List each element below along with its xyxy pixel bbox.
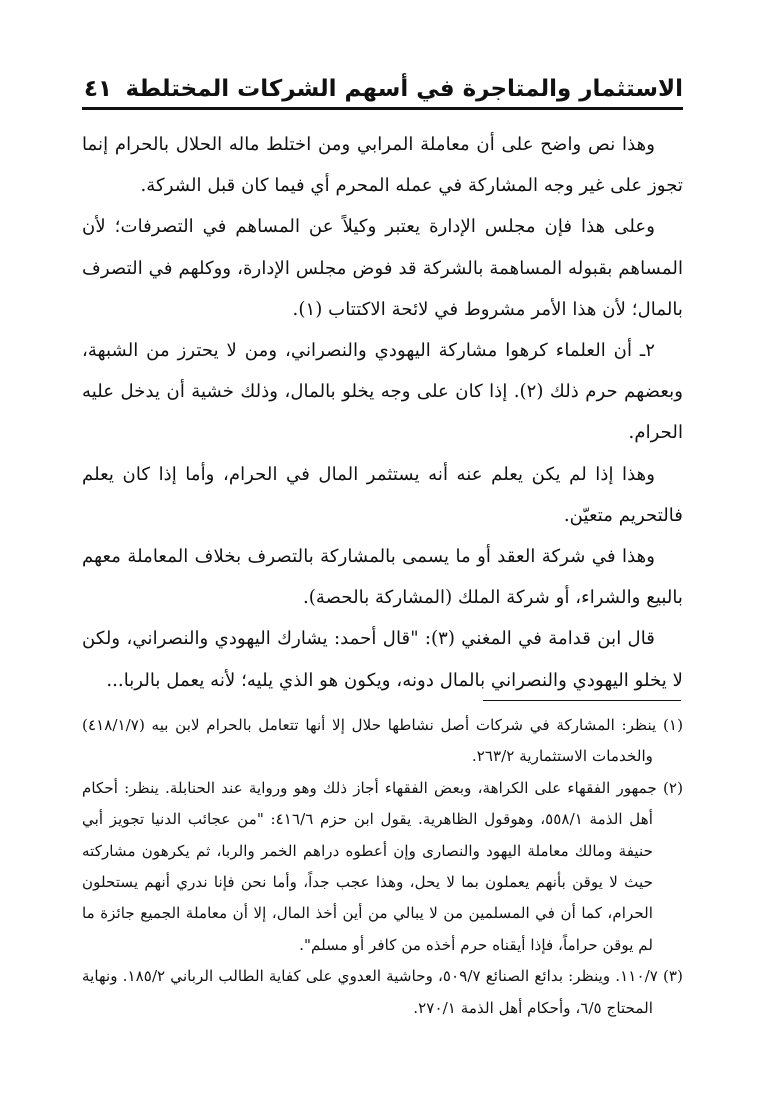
header-rule	[82, 107, 683, 110]
main-text	[82, 124, 683, 701]
paragraph: قال ابن قدامة في المغني (٣): "قال أحمد: يشارك اليهودي والنصراني، ولكن لا يخلو اليهودي والنصراني بالمال دونه، ويكون هو الذي يليه؛ لأنه يعمل بالربا...	[82, 628, 683, 691]
footnote: (١) ينظر: المشاركة في شركات أصل نشاطها حلال إلا أنها تتعامل بالحرام لابن بيه (٤١٨/١/٧) والخدمات الاستثمارية ٢٦٣/٢.	[82, 716, 683, 766]
page-number: ٤١	[84, 76, 113, 102]
paragraph: وهذا نص واضح على أن معاملة المرابي ومن اختلط ماله الحلال بالحرام إنما تجوز على غير وجه المشاركة في عمله المحرم أي فيما كان قبل الشركة.	[82, 134, 683, 197]
paragraph: وهذا إذا لم يكن يعلم عنه أنه يستثمر المال في الحرام، وأما إذا كان يعلم فالتحريم متعيّن.	[82, 463, 683, 526]
footnote-separator	[483, 700, 681, 701]
running-title: الاستثمار والمتاجرة في أسهم الشركات المختلطة	[125, 76, 683, 102]
paragraph: وهذا في شركة العقد أو ما يسمى بالمشاركة بالتصرف بخلاف المعاملة معهم بالبيع والشراء، أو شركة الملك (المشاركة بالحصة).	[82, 546, 683, 609]
footnote: (٢) جمهور الفقهاء على الكراهة، وبعض الفقهاء أجاز ذلك وهو ورواية عند الحنابلة. ينظر: أحكام أهل الذمة ٥٥٨/١، وهوقول الظاهرية. يقول ابن حزم ٤١٦/٦: "من عجائب الدنيا تجويز أبي حنيفة ومالك معاملة اليهود والنصارى وإن أعطوه دراهم الخمر والربا، ثم يكرهون مشاركته حيث لا يوقن بأنهم يعملون بما لا يحل، وهذا عجب جداً، وأما نحن فإنا ندري أنهم يستحلون الحرام، كما أن في المسلمين من لا يبالي من أين أخذ المال، إلا أن معاملة الجميع جائزة ما لم يوقن حراماً، فإذا أيقناه حرم أخذه من كافر أو مسلم".	[82, 778, 683, 954]
running-header	[82, 70, 683, 110]
paragraph: ٢ـ أن العلماء كرهوا مشاركة اليهودي والنصراني، ومن لا يحترز من الشبهة، وبعضهم حرم ذلك (٢). إذا كان على وجه يخلو بالمال، وذلك خشية أن يدخل عليه الحرام.	[82, 340, 683, 444]
footnotes	[82, 710, 683, 1024]
paragraph: وعلى هذا فإن مجلس الإدارة يعتبر وكيلاً عن المساهم في التصرفات؛ لأن المساهم بقبوله المساهمة بالشركة قد فوض مجلس الإدارة، ووكلهم في التصرف بالمال؛ لأن هذا الأمر مشروط في لائحة الاكتتاب (١).	[82, 216, 683, 320]
footnote: (٣) ١١٠/٧. وينظر: بدائع الصنائع ٥٠٩/٧، وحاشية العدوي على كفاية الطالب الرباني ١٨٥/٢. ونهاية المحتاج ٦/٥، وأحكام أهل الذمة ٢٧٠/١.	[82, 967, 683, 1017]
